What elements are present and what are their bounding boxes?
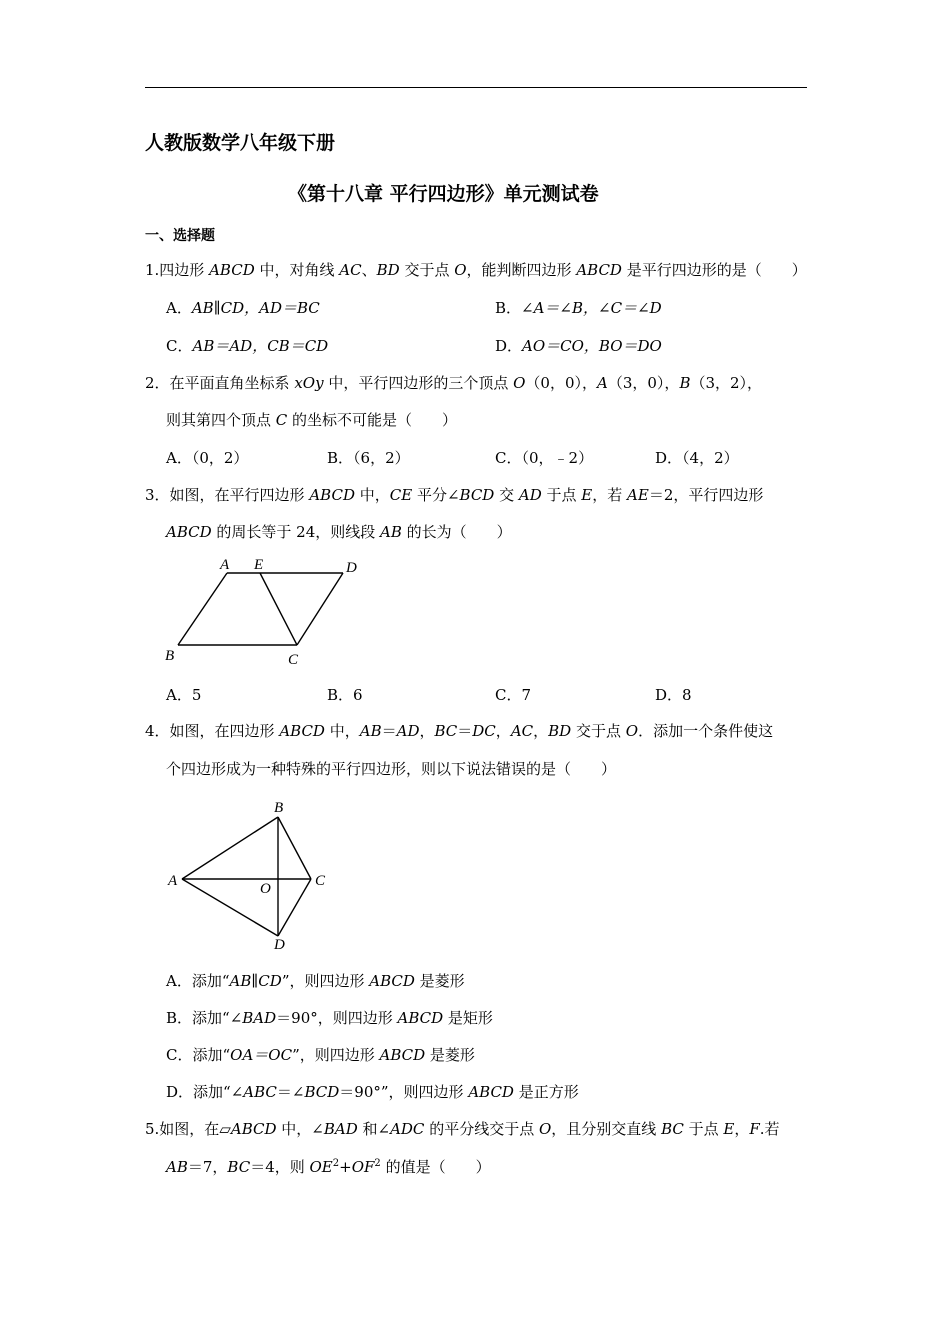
- q4-option-d: D．添加“∠ABC＝∠BCD＝90°”，则四边形 ABCD 是正方形: [166, 1083, 579, 1101]
- label-a: A: [220, 557, 230, 573]
- label-a: A: [168, 873, 178, 889]
- q2-stem-line1: 2．在平面直角坐标系 xOy 中，平行四边形的三个顶点 O（0，0），A（3，0），B（3，2），: [145, 374, 763, 392]
- q3-option-c: C．7: [495, 686, 532, 704]
- q1-option-a: A．AB∥CD，AD＝BC: [166, 299, 320, 317]
- segment-ab: [178, 573, 227, 645]
- segment-ec: [260, 573, 297, 645]
- q3-stem-line2: ABCD 的周长等于 24，则线段 AB 的长为（ ）: [166, 523, 512, 541]
- q4-option-a: A．添加“AB∥CD”，则四边形 ABCD 是菱形: [166, 972, 465, 990]
- label-b: B: [274, 800, 284, 816]
- q1-stem: 1.四边形 ABCD 中，对角线 AC、BD 交于点 O，能判断四边形 ABCD 是平行四边形的是（ ）: [145, 261, 807, 279]
- q3-option-a: A．5: [166, 686, 202, 704]
- q4-option-c: C．添加“OA＝OC”，则四边形 ABCD 是菱形: [166, 1046, 475, 1064]
- label-b: B: [165, 648, 175, 664]
- q4-option-b: B．添加“∠BAD＝90°，则四边形 ABCD 是矩形: [166, 1009, 493, 1027]
- segment-cd: [278, 879, 311, 936]
- q1-option-b: B．∠A＝∠B，∠C＝∠D: [495, 299, 662, 317]
- q2-option-b: B．（6，2）: [327, 449, 410, 467]
- label-d: D: [346, 560, 357, 576]
- q2-option-a: A．（0，2）: [166, 449, 249, 467]
- label-c: C: [288, 652, 299, 668]
- label-c: C: [315, 873, 326, 889]
- q5-stem-line2: AB＝7，BC＝4，则 $OE^2+OF^2$ 的值是（ ）: [166, 1158, 491, 1176]
- q3-option-b: B．6: [327, 686, 363, 704]
- q1-option-c: C．AB＝AD，CB＝CD: [166, 337, 329, 355]
- header-rule: [145, 87, 807, 88]
- doc-title: 《第十八章 平行四边形》单元测试卷: [288, 183, 599, 205]
- q3-option-d: D．8: [655, 686, 692, 704]
- segment-ab: [182, 817, 278, 879]
- q2-stem-line2: 则其第四个顶点 C 的坐标不可能是（ ）: [166, 411, 458, 429]
- doc-subtitle: 人教版数学八年级下册: [145, 132, 336, 154]
- section-label: 一、选择题: [145, 228, 215, 244]
- q2-option-c: C．（0，﹣2）: [495, 449, 594, 467]
- q1-option-d: D．AO＝CO，BO＝DO: [495, 337, 662, 355]
- q4-kite-figure: [160, 795, 340, 955]
- q4-stem-line1: 4．如图，在四边形 ABCD 中，AB＝AD，BC＝DC，AC，BD 交于点 O．添加一个条件使这: [145, 722, 774, 740]
- segment-bc: [278, 817, 311, 879]
- label-o: O: [260, 881, 271, 897]
- label-d: D: [274, 937, 285, 953]
- q3-stem-line1: 3．如图，在平行四边形 ABCD 中，CE 平分∠BCD 交 AD 于点 E，若 AE＝2，平行四边形: [145, 486, 764, 504]
- q3-parallelogram-figure: [160, 552, 370, 670]
- q4-stem-line2: 个四边形成为一种特殊的平行四边形，则以下说法错误的是（ ）: [166, 760, 617, 778]
- segment-dc: [297, 573, 343, 645]
- label-e: E: [254, 557, 264, 573]
- q2-option-d: D．（4，2）: [655, 449, 739, 467]
- q5-stem-line1: 5.如图，在▱ABCD 中，∠BAD 和∠ADC 的平分线交于点 O，且分别交直线 BC 于点 E，F.若: [145, 1120, 780, 1138]
